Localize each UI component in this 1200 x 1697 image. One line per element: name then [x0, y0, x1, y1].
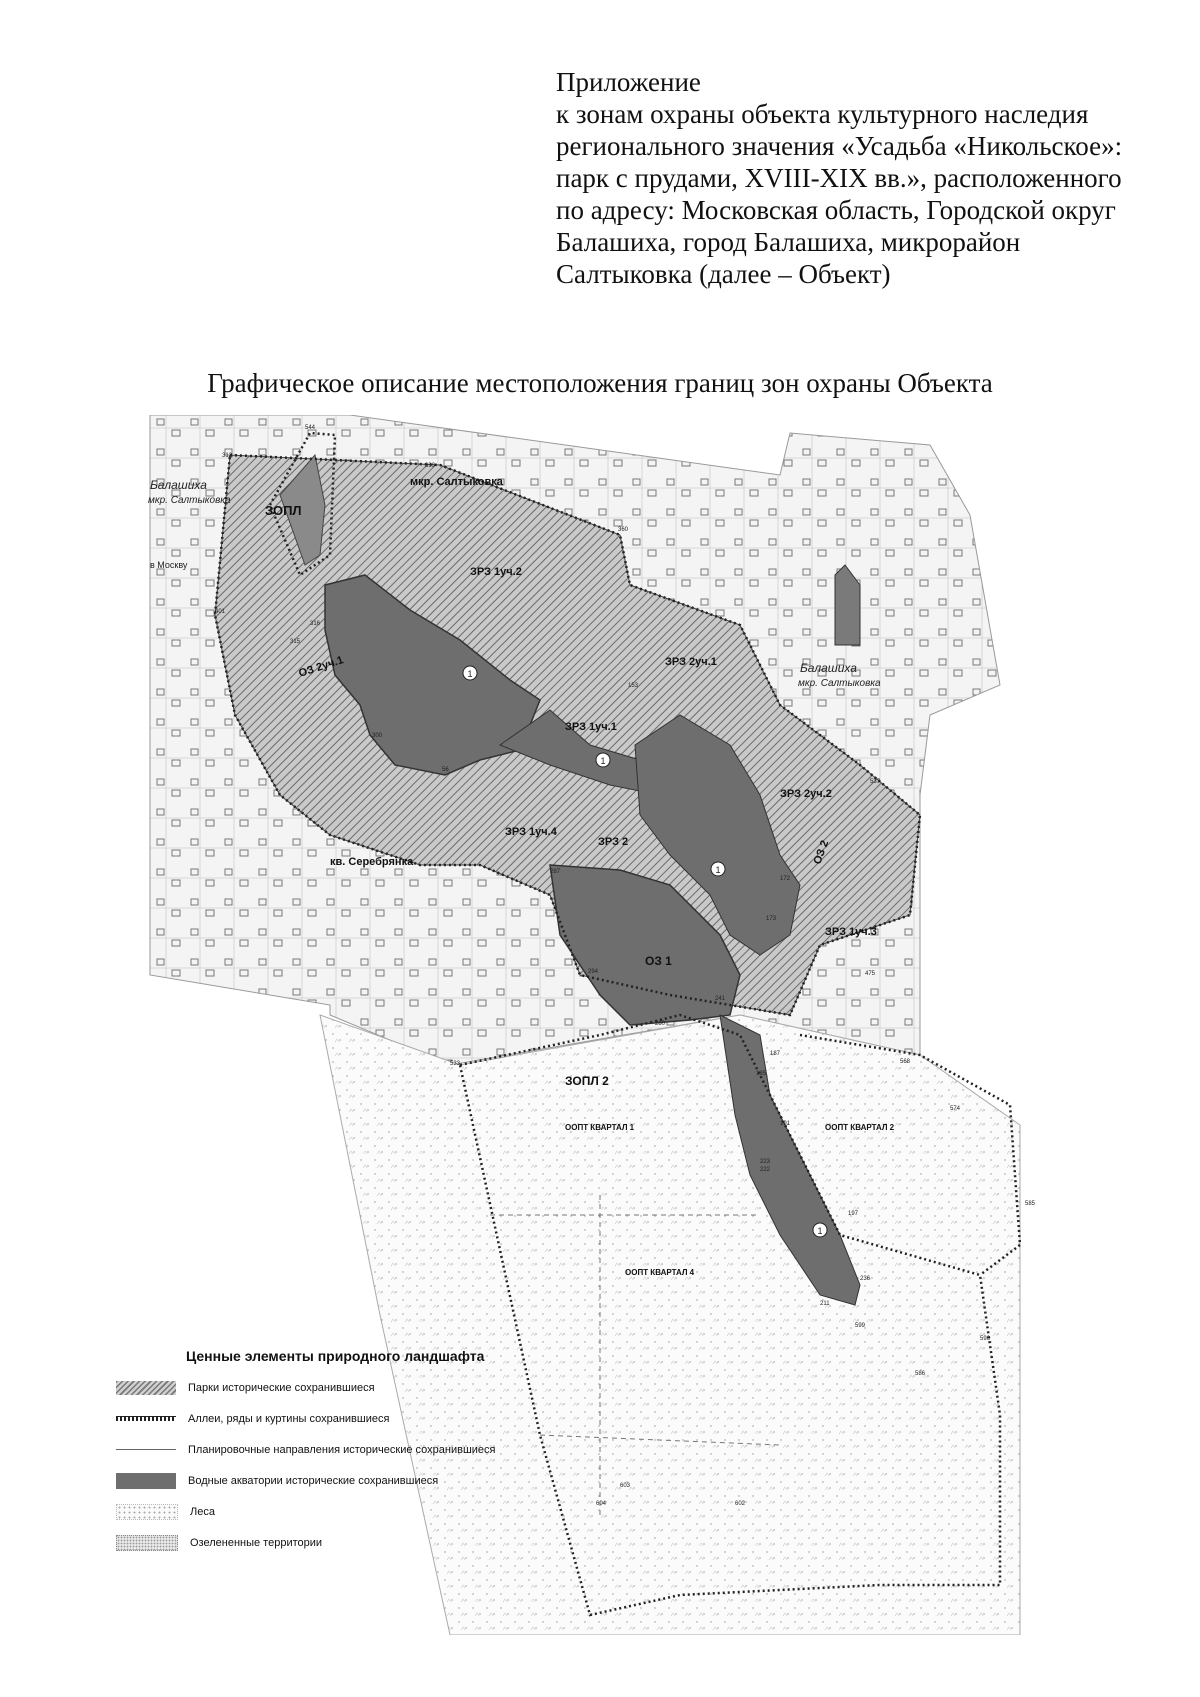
- point-number: 222: [760, 1167, 771, 1173]
- zone-label-zrz1-uch1: ЗРЗ 1уч.1: [565, 721, 617, 733]
- legend-label: Аллеи, ряды и куртины сохранившиеся: [188, 1412, 390, 1425]
- zone-label-oopt2: ООПТ КВАРТАЛ 2: [825, 1123, 895, 1132]
- point-number: 236: [860, 1276, 871, 1282]
- legend-label: Парки исторические сохранившиеся: [188, 1381, 375, 1394]
- point-number: 223: [760, 1159, 771, 1165]
- page-title: Графическое описание местоположения границ зон охраны Объекта: [207, 368, 993, 398]
- point-number: 475: [865, 971, 876, 977]
- legend-title: Ценные элементы природного ландшафта: [186, 1348, 485, 1364]
- zone-label-zrz1-uch4: ЗРЗ 1уч.4: [505, 826, 557, 838]
- place-balashiha-right-sub: мкр. Салтыковка: [798, 678, 881, 689]
- legend-label: Леса: [190, 1505, 215, 1518]
- point-number: 294: [588, 969, 599, 975]
- legend-label: Водные акватории исторические сохранившиеся: [188, 1474, 439, 1487]
- point-number: 401: [215, 609, 226, 615]
- legend-label: Планировочные направления исторические сохранившиеся: [188, 1443, 496, 1456]
- point-number: 360: [618, 527, 629, 533]
- appendix-line: к зонам охраны объекта культурного наследия: [556, 99, 1089, 129]
- point-number: 596: [980, 1336, 991, 1342]
- place-balashiha-left: Балашиха: [150, 478, 207, 492]
- svg-text:1: 1: [600, 756, 606, 766]
- zone-label-oopt1: ООПТ КВАРТАЛ 1: [565, 1123, 635, 1132]
- appendix-line: парк с прудами, XVIII-XIX вв.», расположенного: [556, 163, 1122, 193]
- zone-label-zrz1-uch3: ЗРЗ 1уч.3: [825, 926, 877, 938]
- forest-swatch: [116, 1504, 178, 1520]
- zone-label-oopt4: ООПТ КВАРТАЛ 4: [625, 1268, 695, 1277]
- point-number: 153: [628, 683, 639, 689]
- zone-label-oz1: ОЗ 1: [645, 954, 672, 968]
- zone-label-oz2-uch1: ОЗ 2уч.1: [297, 654, 345, 680]
- point-number: 241: [715, 996, 726, 1002]
- map-legend: [116, 1348, 556, 1558]
- point-number: 602: [735, 1501, 746, 1507]
- point-number: 599: [855, 1323, 866, 1329]
- point-number: 300: [372, 733, 383, 739]
- point-number: 172: [780, 876, 791, 882]
- point-number: 173: [766, 916, 777, 922]
- zone-label-zrz2-uch1: ЗРЗ 2уч.1: [665, 656, 717, 668]
- alleys-swatch: [116, 1416, 176, 1421]
- svg-text:1: 1: [817, 1226, 823, 1236]
- point-number: 574: [950, 1106, 961, 1112]
- place-balashiha-left-sub: мкр. Салтыковка: [148, 495, 231, 506]
- legend-label: Озелененные территории: [190, 1536, 323, 1549]
- point-number: 603: [620, 1483, 631, 1489]
- point-number: 315: [290, 639, 301, 645]
- appendix-line: регионального значения «Усадьба «Никольское»:: [556, 131, 1123, 161]
- marker-1: [463, 666, 477, 680]
- point-number: 537: [870, 779, 881, 785]
- green-swatch: [116, 1535, 178, 1551]
- point-number: 544: [305, 425, 316, 431]
- svg-text:1: 1: [715, 865, 721, 875]
- legend-item-forest: [116, 1496, 556, 1527]
- point-number: 533: [450, 1061, 461, 1067]
- appendix-line: Салтыковка (далее – Объект): [556, 259, 891, 289]
- appendix-line: Приложение: [556, 67, 701, 97]
- zone-label-oz2-vert: ОЗ 2: [811, 838, 832, 867]
- zone-label-zopl2: ЗОПЛ 2: [565, 1074, 609, 1088]
- legend-item-alleys: [116, 1403, 556, 1434]
- marker-1: [813, 1223, 827, 1237]
- point-number: 187: [770, 1051, 781, 1057]
- point-number: 185: [756, 1071, 767, 1077]
- appendix-line: по адресу: Московская область, Городской округ: [556, 195, 1116, 225]
- marker-1: [711, 862, 725, 876]
- directions-swatch: [116, 1449, 176, 1450]
- place-to-moscow: в Москву: [150, 560, 188, 570]
- zone-label-zrz1-uch2: ЗРЗ 1уч.2: [470, 566, 522, 578]
- legend-item-parks: [116, 1372, 556, 1403]
- point-number: 312: [222, 453, 233, 459]
- point-number: 56: [442, 767, 449, 773]
- point-number: 191: [780, 1121, 791, 1127]
- place-serebryanka: кв. Серебрянка: [330, 856, 414, 868]
- parks-swatch: [116, 1381, 176, 1395]
- point-number: 287: [550, 869, 561, 875]
- place-saltykovka: мкр. Салтыковка: [410, 476, 503, 488]
- zone-label-zrz2: ЗРЗ 2: [598, 836, 629, 848]
- point-number: 585: [1025, 1201, 1036, 1207]
- zone-label-zrz2-uch2: ЗРЗ 2уч.2: [780, 788, 832, 800]
- zone-label-zopl: ЗОПЛ: [265, 503, 302, 518]
- point-number: 197: [848, 1211, 859, 1217]
- point-number: 568: [900, 1059, 911, 1065]
- point-number: 280: [655, 1021, 666, 1027]
- appendix-header: [556, 66, 1166, 290]
- point-number: 211: [820, 1301, 830, 1307]
- point-number: 604: [596, 1501, 607, 1507]
- place-balashiha-right: Балашиха: [800, 661, 857, 675]
- point-number: 339: [425, 463, 436, 469]
- marker-1: [596, 753, 610, 767]
- point-number: 586: [915, 1371, 926, 1377]
- legend-item-water: [116, 1465, 556, 1496]
- svg-text:1: 1: [467, 669, 473, 679]
- legend-item-green: [116, 1527, 556, 1558]
- legend-item-directions: [116, 1434, 556, 1465]
- point-number: 316: [310, 621, 321, 627]
- water-swatch: [116, 1473, 176, 1489]
- appendix-line: Балашиха, город Балашиха, микрорайон: [556, 227, 1021, 257]
